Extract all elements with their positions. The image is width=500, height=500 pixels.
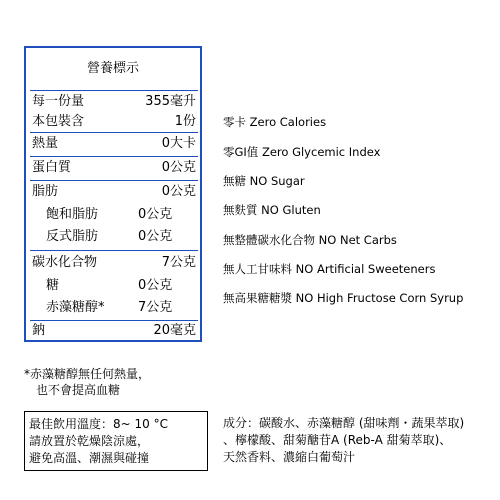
- trans-fat-row: [32, 227, 196, 247]
- carbohydrate-label: 碳水化合物: [32, 255, 98, 270]
- storage-line-1: 最佳飲用溫度：8~ 10 °C: [29, 417, 168, 431]
- claim-zero-calories: 零卡 Zero Calories: [223, 115, 327, 129]
- claim-no-hfcs: 無高果糖糖漿 NO High Fructose Corn Syrup: [223, 291, 464, 305]
- protein-label: 蛋白質: [32, 160, 72, 175]
- saturated-fat-row: [32, 205, 196, 225]
- sugar-row: [32, 276, 196, 296]
- carbohydrate-value: 7公克: [161, 255, 196, 270]
- calories-label: 熱量: [32, 136, 59, 151]
- divider: [30, 250, 198, 251]
- divider: [30, 156, 198, 157]
- trans-fat-label: 反式脂肪: [46, 229, 99, 244]
- nutrition-facts-table: [24, 46, 202, 342]
- storage-line-2: 請放置於乾燥陰涼處，: [29, 434, 150, 448]
- servings-per-package-value: 1份: [174, 114, 196, 129]
- calories-value: 0大卡: [161, 136, 196, 151]
- sodium-value: 20毫克: [153, 323, 196, 338]
- storage-box: [24, 411, 208, 471]
- sodium-label: 鈉: [32, 323, 46, 338]
- protein-value: 0公克: [161, 160, 196, 175]
- erythritol-row: [32, 298, 196, 318]
- fat-value: 0公克: [161, 184, 196, 199]
- ingredients-line-3: 天然香料、濃縮白葡萄汁: [223, 450, 356, 464]
- nutrition-facts-title: 營養標示: [86, 61, 139, 76]
- fat-label: 脂肪: [32, 184, 59, 199]
- serving-size-label: 每一份量: [32, 94, 85, 109]
- ingredients-line-2: 、檸檬酸、甜菊醣苷A (Reb-A 甜菊萃取)、: [223, 433, 452, 447]
- erythritol-label: 赤藻糖醇*: [46, 300, 105, 315]
- claim-no-sugar: 無糖 NO Sugar: [223, 174, 305, 188]
- fat-row: [32, 182, 196, 202]
- serving-size-row: [32, 92, 196, 112]
- divider: [30, 180, 198, 181]
- footnote-line-2: 也不會提高血糖: [36, 383, 121, 397]
- claim-zero-glycemic-index: 零GI值 Zero Glycemic Index: [223, 145, 381, 159]
- divider: [30, 132, 198, 133]
- divider: [30, 90, 198, 91]
- claim-no-artificial-sweeteners: 無人工甘味料 NO Artificial Sweeteners: [223, 262, 436, 276]
- ingredients-line-1: 成分：碳酸水、赤藻糖醇 (甜味劑・蔬果萃取): [223, 416, 465, 430]
- carbohydrate-row: [32, 253, 196, 273]
- sugar-value: 0公克: [138, 278, 173, 293]
- footnote-line-1: *赤藻糖醇無任何熱量，: [24, 367, 151, 381]
- claim-no-gluten: 無麩質 NO Gluten: [223, 203, 321, 217]
- trans-fat-value: 0公克: [138, 229, 173, 244]
- saturated-fat-label: 飽和脂肪: [46, 207, 99, 222]
- claim-no-net-carbs: 無整體碳水化合物 NO Net Carbs: [223, 233, 397, 247]
- storage-line-3: 避免高溫、潮濕與碰撞: [29, 451, 150, 465]
- sugar-label: 糖: [46, 278, 60, 293]
- ingredients-text: [223, 415, 464, 466]
- protein-row: [32, 158, 196, 178]
- saturated-fat-value: 0公克: [138, 207, 173, 222]
- serving-size-value: 355毫升: [145, 94, 196, 109]
- servings-per-package-label: 本包裝含: [32, 114, 85, 129]
- sodium-row: [32, 321, 196, 341]
- erythritol-value: 7公克: [138, 300, 173, 315]
- servings-per-package-row: [32, 112, 196, 132]
- calories-row: [32, 134, 196, 154]
